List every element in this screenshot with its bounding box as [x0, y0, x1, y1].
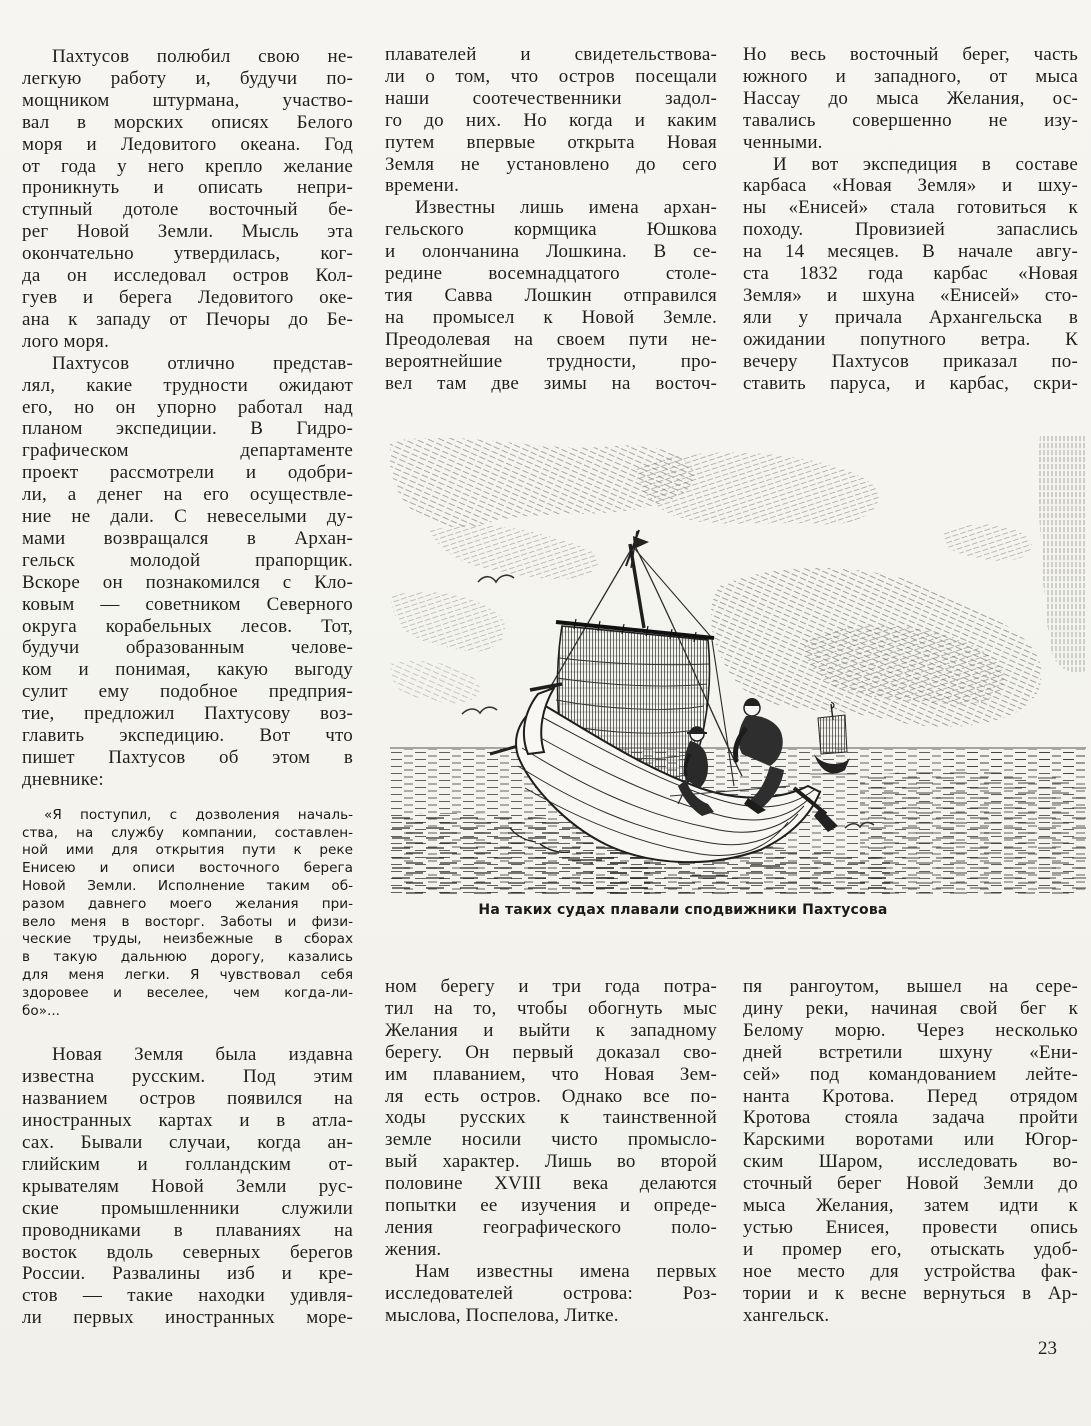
text-line: яли у причала Архангельска в — [743, 306, 1078, 328]
text-line: вечеру Пахтусов приказал по- — [743, 350, 1078, 372]
text-line: Желания и выйти к западному — [385, 1019, 717, 1041]
text-line: разом давнего моего желания при- — [22, 895, 353, 912]
column-right-top — [743, 44, 1078, 395]
text-line: ля есть остров. Однако все по- — [385, 1085, 717, 1107]
text-line: ления географического поло- — [385, 1216, 717, 1238]
text-line: ческие труды, неизбежные в сборах — [22, 931, 353, 948]
text-line: его, но он упорно работал над — [22, 396, 353, 418]
text-line: походу. Провизией запаслись — [743, 219, 1078, 241]
text-line: гуев и берега Ледовитого оке- — [22, 286, 353, 308]
seagull — [462, 707, 497, 714]
text-line: рег Новой Земли. Мысль эта — [22, 221, 353, 243]
text-line: Новая Земля была издавна — [52, 1044, 353, 1066]
text-line: бо»... — [22, 1002, 60, 1019]
text-line: крывателям Новой Земли рус- — [22, 1175, 353, 1197]
paragraph — [22, 46, 353, 353]
paragraph — [743, 976, 1078, 1327]
sky-clouds — [390, 436, 1086, 727]
text-line: ские промышленники служили — [22, 1197, 353, 1219]
text-line: ны «Енисей» стала готовиться к — [743, 197, 1078, 219]
text-line: тие, предложил Пахтусову воз- — [22, 703, 353, 725]
text-line: дину реки, начиная свой бег к — [743, 997, 1078, 1019]
text-line: мощником штурмана, участво- — [22, 89, 353, 111]
text-line: мыслова, Поспелова, Литке. — [385, 1304, 619, 1326]
text-line: земле носили чисто промысло- — [385, 1129, 717, 1151]
text-line: глийским и голландским от- — [22, 1153, 353, 1175]
text-line: мами возвращался в Архан- — [22, 527, 353, 549]
text-line: наши соотечественники задол- — [385, 87, 717, 109]
text-line: сулит ему подобное предприя- — [22, 681, 353, 703]
seagull — [478, 575, 514, 582]
text-line: здоровее и веселее, чем когда-ли- — [22, 984, 353, 1001]
text-line: пишет Пахтусов об этом в — [22, 747, 353, 768]
page-number: 23 — [1038, 1338, 1057, 1359]
text-line: да он исследовал остров Кол- — [22, 265, 353, 287]
text-line: ожидании попутного ветра. К — [743, 328, 1078, 350]
text-line: дней встретили шхуну «Ени- — [743, 1041, 1078, 1063]
text-line: попытки ее изучения и опреде- — [385, 1195, 717, 1217]
text-line: известна русским. Под этим — [22, 1066, 353, 1088]
text-line: ли о том, что остров посещали — [385, 65, 717, 87]
column-left — [22, 46, 353, 1329]
text-line: на 14 месяцев. В начале авгу- — [743, 241, 1078, 263]
text-line: половине XVIII века делаются — [385, 1173, 717, 1195]
text-line: «Я поступил, с дозволения началь- — [44, 806, 353, 823]
text-line: плавателей и свидетельствова- — [385, 44, 717, 65]
text-line: Белому морю. Через несколько — [743, 1019, 1078, 1041]
text-line: главить экспедицию. Вот что — [22, 725, 353, 747]
column-middle-top — [385, 44, 717, 395]
text-line: графическом департаменте — [22, 440, 353, 462]
paragraph — [385, 1261, 717, 1327]
text-line: тавались совершенно не изу- — [743, 109, 1078, 131]
text-line: ходы русских к таинственной — [385, 1107, 717, 1129]
engraving-svg — [390, 436, 1086, 894]
text-line: дневнике: — [22, 768, 104, 790]
mast — [626, 530, 649, 628]
column-right-bottom — [743, 976, 1078, 1327]
text-line: легкую работу и, будучи по- — [22, 67, 353, 89]
text-line: ли первых иностранных море- — [22, 1307, 353, 1329]
text-line: тории и к весне вернуться в Ар- — [743, 1282, 1078, 1304]
text-line: России. Развалины изб и кре- — [22, 1263, 353, 1285]
text-line: моря и Ледовитого океана. Год — [22, 133, 353, 155]
text-line: на промысел к Новой Земле. — [385, 306, 717, 328]
paragraph — [743, 44, 1078, 154]
text-line: лого моря. — [22, 330, 110, 352]
text-line: и олончанина Лошкина. В се- — [385, 241, 717, 263]
text-line: стов — такие находки удивля- — [22, 1285, 353, 1307]
column-middle-bottom — [385, 976, 717, 1327]
text-line: Вскоре он познакомился с Кло- — [22, 571, 353, 593]
text-line: тия Савва Лошкин отправился — [385, 284, 717, 306]
paragraph — [22, 1044, 353, 1329]
text-line: ченными. — [743, 131, 823, 153]
text-line: от года у него крепло желание — [22, 155, 353, 177]
text-line: ние не дали. С невеселыми ду- — [22, 506, 353, 528]
text-line: Земля не установлено до сего — [385, 153, 717, 175]
diary-quote — [22, 807, 353, 1021]
text-line: Новой Земли. Исполнение таким об- — [22, 878, 353, 894]
text-line: будучи образованным челове- — [22, 637, 353, 659]
text-line: Пахтусов полюбил свою не- — [52, 46, 353, 67]
text-line: гельск молодой прапорщик. — [22, 549, 353, 571]
text-line: Енисею и описи восточного берега — [22, 860, 353, 877]
text-line: лял, какие трудности ожидают — [22, 374, 353, 396]
text-line: окончательно утвердилась, ког- — [22, 243, 353, 265]
text-line: карбаса «Новая Земля» и шху- — [743, 175, 1078, 197]
text-line: для меня легки. Я чувствовал себя — [22, 966, 353, 983]
text-line: редине восемнадцатого столе- — [385, 263, 717, 285]
text-line: Кротова стояла задача пройти — [743, 1107, 1078, 1129]
text-line: И вот экспедиция в составе — [773, 153, 1078, 175]
text-line: восток вдоль северных берегов — [22, 1241, 353, 1263]
text-line: ана к западу от Печоры до Бе- — [22, 308, 353, 330]
text-line: ступный дотоле восточный бе- — [22, 199, 353, 221]
text-line: мыса Желания, затем идти к — [743, 1195, 1078, 1217]
text-line: ное место для устройства фак- — [743, 1260, 1078, 1282]
text-line: жения. — [385, 1238, 442, 1260]
text-line: Но весь восточный берег, часть — [743, 44, 1078, 65]
text-line: проект рассмотрели и одобри- — [22, 462, 353, 484]
text-line: ским Шаром, исследовать во- — [743, 1151, 1078, 1173]
text-line: го до них. Но когда и каким — [385, 109, 717, 131]
text-line: вел там две зимы на восточ- — [385, 372, 717, 394]
text-line: ставить паруса, и карбас, скри- — [743, 372, 1078, 394]
text-line: ном берегу и три года потра- — [385, 976, 717, 997]
text-line: пя рангоутом, вышел на сере- — [743, 976, 1078, 997]
text-line: Пахтусов отлично представ- — [52, 352, 353, 374]
text-line: путем впервые открыта Новая — [385, 131, 717, 153]
text-line: берегу. Он первый доказал сво- — [385, 1041, 717, 1063]
text-line: вело меня в восторг. Заботы и физи- — [22, 913, 353, 930]
text-line: Преодолевая на своем пути не- — [385, 328, 717, 350]
text-line: ли, а денег на его осуществле- — [22, 484, 353, 506]
text-line: названием остров появился на — [22, 1088, 353, 1110]
text-line: вал в морских описях Белого — [22, 111, 353, 133]
text-line: времени. — [385, 175, 460, 197]
text-line: иностранных картах и в атла- — [22, 1110, 353, 1132]
illustration-caption: На таких судах плавали сподвижники Пахтусова — [478, 902, 888, 918]
text-line: проникнуть и описать непри- — [22, 177, 353, 199]
text-line: проводниками в плаваниях на — [22, 1219, 353, 1241]
text-line: нанта Кротова. Перед отрядом — [743, 1085, 1078, 1107]
text-line: устью Енисея, провести опись — [743, 1216, 1078, 1238]
text-line: исследователей острова: Роз- — [385, 1282, 717, 1304]
paragraph — [385, 44, 717, 197]
boat-engraving-illustration — [390, 436, 1086, 894]
text-line: ства, на службу компании, составлен- — [22, 824, 353, 841]
text-line: им плаванием, что Новая Зем- — [385, 1063, 717, 1085]
text-line: Карскими воротами или Югор- — [743, 1129, 1078, 1151]
paragraph — [385, 197, 717, 394]
text-line: Нам известны имена первых — [415, 1260, 717, 1282]
text-line: в такую дальнюю дорогу, казались — [22, 949, 353, 966]
text-line: сей» под командованием лейте- — [743, 1063, 1078, 1085]
text-line: округа корабельных лесов. Тот, — [22, 615, 353, 637]
text-line: ной ими для открытия пути к реке — [22, 842, 353, 859]
text-line: гельского кормщика Юшкова — [385, 219, 717, 241]
text-line: сточный берег Новой Земли до — [743, 1173, 1078, 1195]
text-line: хангельск. — [743, 1304, 830, 1326]
text-line: вероятнейшие трудности, про- — [385, 350, 717, 372]
paragraph — [22, 353, 353, 791]
text-line: и промер его, отыскать удоб- — [743, 1238, 1078, 1260]
text-line: планом экспедиции. В Гидро- — [22, 418, 353, 440]
text-line: Нассау до мыса Желания, ос- — [743, 87, 1078, 109]
text-line: ковым — советником Северного — [22, 593, 353, 615]
text-line: Земля» и шхуна «Енисей» сто- — [743, 284, 1078, 306]
paragraph — [743, 154, 1078, 395]
text-line: сах. Бывали случаи, когда ан- — [22, 1132, 353, 1153]
text-line: Известны лишь имена архан- — [415, 197, 717, 219]
text-line: вый характер. Лишь во второй — [385, 1151, 717, 1173]
text-line: южного и западного, от мыса — [743, 65, 1078, 87]
text-line: ком и понимая, какую выгоду — [22, 659, 353, 681]
paragraph — [385, 976, 717, 1261]
text-line: тил на то, чтобы обогнуть мыс — [385, 997, 717, 1019]
text-line: ста 1832 года карбас «Новая — [743, 263, 1078, 285]
